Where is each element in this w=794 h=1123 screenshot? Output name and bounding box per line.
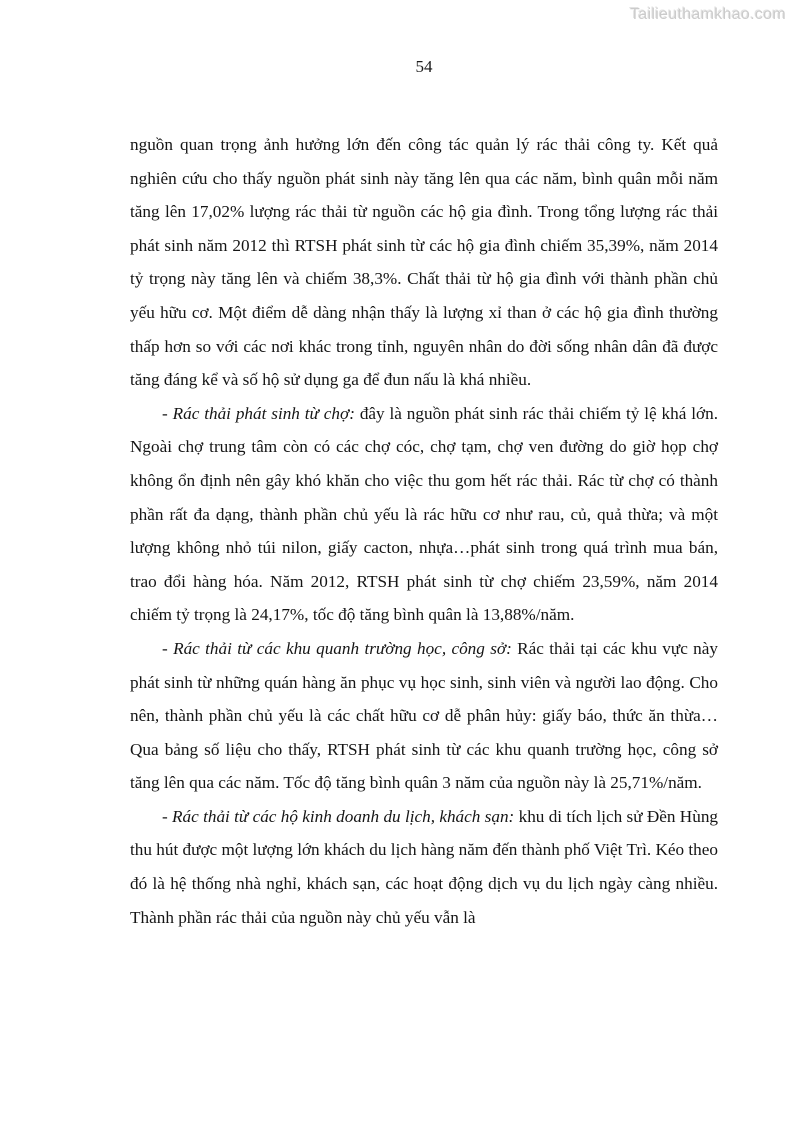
paragraph-text: đây là nguồn phát sinh rác thải chiếm tỷ lệ khá lớn. Ngoài chợ trung tâm còn có các chợ cóc, chợ tạm, chợ ven đường do giờ họp chợ không ổn định nên gây khó khăn cho việc thu gom hết rác thải. Rác từ chợ có thành phần rất đa dạng, thành phần chủ yếu là rác hữu cơ như rau, củ, quả thừa; và một lượng không nhỏ túi nilon, giấy cacton, nhựa…phát sinh trong quá trình mua bán, trao đổi hàng hóa. Năm 2012, RTSH phát sinh từ chợ chiếm 23,59%, năm 2014 chiếm tỷ trọng là 24,17%, tốc độ tăng bình quân là 13,88%/năm.: [130, 403, 718, 625]
body-paragraph-school-office-waste: [130, 632, 718, 800]
paragraph-lead-italic: - Rác thải từ các khu quanh trường học, công sở:: [162, 638, 512, 658]
paragraph-lead-italic: - Rác thải phát sinh từ chợ:: [162, 403, 355, 423]
paragraph-text: khu di tích lịch sử Đền Hùng thu hút được một lượng lớn khách du lịch hàng năm đến thành phố Việt Trì. Kéo theo đó là hệ thống nhà nghỉ, khách sạn, các hoạt động dịch vụ du lịch ngày càng nhiều. Thành phần rác thải của nguồn này chủ yếu vẫn là: [130, 806, 719, 927]
paragraph-text: Rác thải tại các khu vực này phát sinh từ những quán hàng ăn phục vụ học sinh, sinh viên và người lao động. Cho nên, thành phần chủ yếu là các chất hữu cơ dễ phân hủy: giấy báo, thức ăn thừa…Qua bảng số liệu cho thấy, RTSH phát sinh từ các khu quanh trường học, công sở tăng lên qua các năm. Tốc độ tăng bình quân 3 năm của nguồn này là 25,71%/năm.: [130, 638, 718, 793]
body-paragraph-market-waste: [130, 397, 718, 632]
paragraph-text: nguồn quan trọng ảnh hưởng lớn đến công tác quản lý rác thải công ty. Kết quả nghiên cứu cho thấy nguồn phát sinh này tăng lên qua các năm, bình quân mỗi năm tăng lên 17,02% lượng rác thải từ nguồn các hộ gia đình. Trong tổng lượng rác thải phát sinh năm 2012 thì RTSH phát sinh từ các hộ gia đình chiếm 35,39%, năm 2014 tỷ trọng này tăng lên và chiếm 38,3%. Chất thải từ hộ gia đình với thành phần chủ yếu hữu cơ. Một điểm dễ dàng nhận thấy là lượng xỉ than ở các hộ gia đình thường thấp hơn so với các nơi khác trong tỉnh, nguyên nhân do đời sống nhân dân đã được tăng đáng kể và số hộ sử dụng ga để đun nấu là khá nhiều.: [130, 135, 718, 390]
body-paragraph-tourism-hotel-waste: [130, 800, 718, 934]
page-number: 54: [415, 57, 433, 76]
document-body: [130, 128, 718, 934]
body-paragraph-household-waste: [130, 128, 718, 397]
watermark: Tailieuthamkhao.com: [630, 6, 786, 23]
paragraph-lead-italic: - Rác thải từ các hộ kinh doanh du lịch, khách sạn:: [162, 806, 515, 826]
